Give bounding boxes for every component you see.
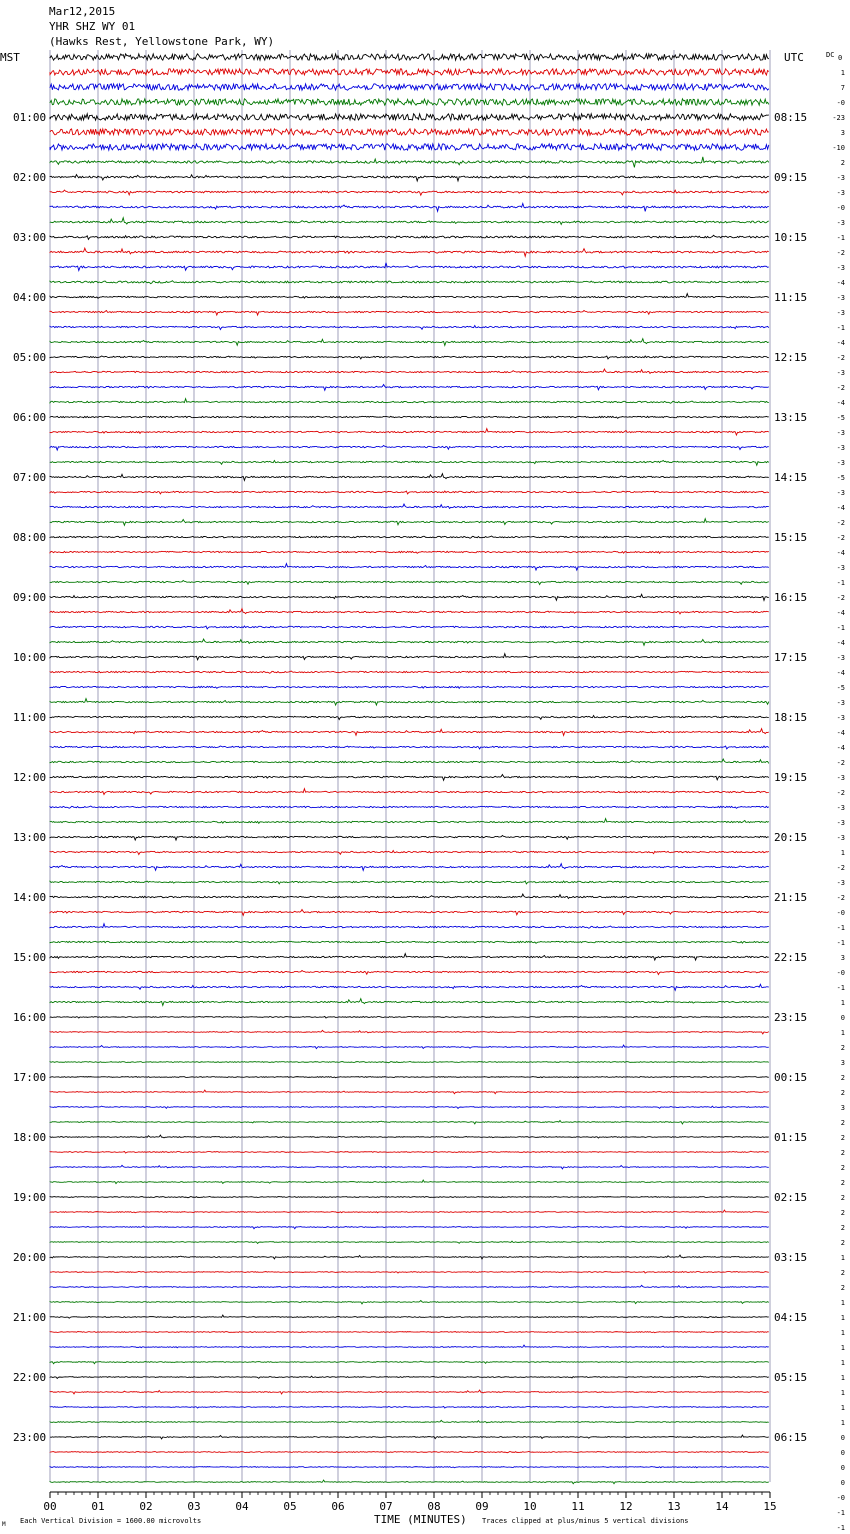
x-tick-label: 05 [283,1500,297,1513]
trace-line [50,1045,769,1048]
dc-offset-label: 7 [840,84,845,92]
right-hour-label: 23:15 [774,1011,808,1024]
dc-offset-label: -23 [832,114,845,122]
dc-offset-label: -2 [836,354,845,362]
dc-offset-label: -1 [836,1509,845,1517]
dc-offset-label: 2 [840,1149,845,1157]
dc-offset-label: -1 [836,579,845,587]
left-hour-label: 12:00 [13,771,47,784]
dc-offset-label: -10 [832,144,845,152]
trace-line [50,157,769,168]
left-hour-label: 08:00 [13,531,47,544]
dc-offset-label: 2 [840,1284,845,1292]
dc-offset-label: -1 [836,984,845,992]
dc-offset-label: -4 [836,669,845,677]
trace-line [50,1090,769,1094]
trace-line [50,789,769,795]
left-hour-label: 20:00 [13,1251,47,1264]
dc-offset-label: -2 [836,894,845,902]
left-hour-label: 21:00 [13,1311,47,1324]
trace-line [50,1135,769,1138]
dc-offset-label: -4 [836,549,845,557]
left-hour-label: 13:00 [13,831,47,844]
trace-line [50,114,769,120]
trace-line [50,1077,769,1078]
trace-line [50,1420,769,1423]
left-hour-label: 22:00 [13,1371,47,1384]
trace-line [50,881,769,884]
dc-offset-label: 2 [840,1134,845,1142]
trace-line [50,954,769,960]
header-date: Mar12,2015 [49,5,116,18]
grid [50,50,770,1482]
dc-offset-label: -1 [836,234,845,242]
dc-offset-label: 0 [840,1479,845,1487]
dc-offset-label: 1 [840,1419,845,1427]
trace-line [50,1271,769,1273]
trace-line [50,1120,769,1123]
dc-offset-label: -3 [836,429,845,437]
trace-line [50,909,769,915]
trace-line [50,1376,769,1378]
dc-offset-label: -4 [836,609,845,617]
dc-offset-label: -2 [836,249,845,257]
trace-line [50,999,769,1006]
dc-offset-label: -3 [836,294,845,302]
dc-offset-label: -4 [836,504,845,512]
trace-line [50,806,769,808]
dc-offset-label: 2 [840,159,845,167]
trace-line [50,384,769,390]
x-tick-label: 12 [619,1500,633,1513]
dc-offset-label: -3 [836,804,845,812]
trace-line [50,1435,769,1439]
dc-offset-label: -3 [836,774,845,782]
dc-offset-label: 1 [840,1314,845,1322]
dc-offset-label: -2 [836,534,845,542]
right-axis-title: UTC [784,51,804,64]
dc-offset-label: -3 [836,834,845,842]
dc-offset-label: 1 [840,1374,845,1382]
right-hour-label: 14:15 [774,471,808,484]
dc-offset-label: 1 [840,999,845,1007]
trace-line [50,84,769,90]
trace-line [50,445,769,450]
trace-line [50,235,769,239]
trace-line [50,1315,769,1318]
x-tick-label: 14 [715,1500,729,1513]
trace-line [50,1180,769,1183]
trace-line [50,263,769,271]
trace-line [50,326,769,330]
trace-line [50,310,769,315]
dc-offset-label: -2 [836,789,845,797]
dc-offset-label: -1 [836,624,845,632]
dc-offset-label: -0 [836,969,845,977]
trace-line [50,1210,769,1213]
left-hour-label: 17:00 [13,1071,47,1084]
dc-offset-label: 2 [840,1194,845,1202]
trace-line [50,1030,769,1034]
dc-offset-label: 1 [840,1359,845,1367]
trace-line [50,835,769,840]
trace-line [50,729,769,736]
trace-line [50,716,769,720]
dc-offset-label: 2 [840,1179,845,1187]
trace-line [50,864,769,871]
dc-offset-label: 3 [840,1104,845,1112]
corner-mark: M [2,1521,6,1528]
dc-offset-label: -0 [836,99,845,107]
right-hour-label: 02:15 [774,1191,808,1204]
trace-line [50,1106,769,1108]
trace-line [50,594,769,600]
x-tick-label: 13 [667,1500,681,1513]
dc-offset-label: -3 [836,714,845,722]
dc-offset-label: 3 [840,129,845,137]
dc-offset-label: -2 [836,594,845,602]
trace-line [50,175,769,181]
x-tick-label: 11 [571,1500,585,1513]
right-hour-label: 09:15 [774,171,808,184]
x-tick-label: 08 [427,1500,441,1513]
trace-line [50,699,769,705]
x-tick-label: 15 [763,1500,777,1513]
dc-offset-label: 2 [840,1164,845,1172]
dc-offset-label: 3 [840,954,845,962]
trace-line [50,1196,769,1197]
trace-line [50,1301,769,1304]
right-hour-label: 20:15 [774,831,808,844]
trace-line [50,609,769,614]
trace-line [50,654,769,660]
dc-offset-label: -0 [836,909,845,917]
dc-offset-label: 1 [840,1389,845,1397]
dc-offset-label: 2 [840,1119,845,1127]
trace-line [50,69,769,75]
dc-offset-label: 1 [840,849,845,857]
trace-line [50,639,769,645]
trace-line [50,429,769,435]
dc-offset-label: -3 [836,174,845,182]
left-hour-label: 23:00 [13,1431,47,1444]
right-hour-label: 21:15 [774,891,808,904]
right-hour-label: 19:15 [774,771,808,784]
x-axis-title: TIME (MINUTES) [374,1513,467,1526]
right-hour-label: 05:15 [774,1371,808,1384]
dc-offset-label: 2 [840,1269,845,1277]
trace-line [50,580,769,584]
dc-offset-label: 2 [840,1239,845,1247]
right-hour-label: 13:15 [774,411,808,424]
left-hour-label: 02:00 [13,171,47,184]
right-hour-label: 16:15 [774,591,808,604]
dc-offset-label: -5 [836,684,845,692]
x-tick-label: 07 [379,1500,393,1513]
x-tick-label: 10 [523,1500,537,1513]
dc-offset-label: 2 [840,1089,845,1097]
left-hour-label: 11:00 [13,711,47,724]
dc-offset-label: -4 [836,639,845,647]
trace-line [50,99,769,105]
trace-line [50,671,769,673]
dc-offset-label: -2 [836,864,845,872]
right-hour-label: 10:15 [774,231,808,244]
dc-offset-label: 1 [840,1329,845,1337]
dc-offset-label: -2 [836,519,845,527]
trace-line [50,1016,769,1018]
left-hour-label: 04:00 [13,291,47,304]
trace-line [50,1467,769,1468]
right-hour-label: 00:15 [774,1071,808,1084]
dc-offset-label: 1 [840,1254,845,1262]
dc-offset-label: -0 [836,204,845,212]
x-tick-label: 03 [187,1500,201,1513]
trace-line [50,399,769,404]
trace-line [50,551,769,553]
trace-line [50,474,769,481]
trace-line [50,1406,769,1408]
dc-offset-label: 2 [840,1074,845,1082]
header-location: (Hawks Rest, Yellowstone Park, WY) [49,35,275,48]
dc-offset-label: -3 [836,189,845,197]
right-hour-label: 01:15 [774,1131,808,1144]
dc-offset-label: -3 [836,699,845,707]
dc-offset-label: -5 [836,474,845,482]
trace-line [50,1061,769,1062]
trace-line [50,294,769,299]
dc-offset-label: -3 [836,879,845,887]
trace-line [50,144,769,150]
right-hour-label: 12:15 [774,351,808,364]
trace-line [50,1345,769,1348]
dc-offset-label: 1 [840,1029,845,1037]
left-hour-label: 09:00 [13,591,47,604]
dc-offset-label: -1 [836,1524,845,1532]
left-hour-label: 15:00 [13,951,47,964]
dc-offset-label: -2 [836,759,845,767]
trace-line [50,460,769,465]
trace-line [50,941,769,943]
left-hour-label: 16:00 [13,1011,47,1024]
dc-offset-label: -4 [836,399,845,407]
footer-right-note: Traces clipped at plus/minus 5 vertical divisions [482,1517,689,1525]
trace-line [50,774,769,780]
dc-offset-label: 2 [840,1209,845,1217]
left-hour-label: 03:00 [13,231,47,244]
x-tick-label: 02 [139,1500,153,1513]
dc-offset-label: -1 [836,924,845,932]
dc-offset-label: 2 [840,1224,845,1232]
dc-offset-label: -3 [836,564,845,572]
left-hour-label: 05:00 [13,351,47,364]
trace-line [50,129,769,135]
trace-line [50,536,769,538]
trace-line [50,1151,769,1153]
left-hour-label: 01:00 [13,111,47,124]
left-hour-label: 19:00 [13,1191,47,1204]
x-tick-label: 06 [331,1500,345,1513]
dc-offset-label: -3 [836,264,845,272]
right-hour-label: 03:15 [774,1251,808,1264]
x-tick-label: 04 [235,1500,249,1513]
dc-offset-label: -3 [836,819,845,827]
trace-line [50,626,769,629]
trace-line [50,356,769,359]
trace-line [50,1241,769,1243]
trace-line [50,759,769,763]
trace-line [50,1285,769,1288]
trace-line [50,281,769,284]
dc-offset-label: 0 [840,1464,845,1472]
trace-line [50,54,769,60]
trace-line [50,519,769,526]
dc-offset-label: -0 [836,1494,845,1502]
trace-line [50,1451,769,1452]
right-hour-label: 08:15 [774,111,808,124]
trace-group [50,54,769,1484]
trace-line [50,1390,769,1394]
dc-label: DC [826,51,835,59]
left-hour-label: 18:00 [13,1131,47,1144]
dc-offset-label: -3 [836,309,845,317]
left-hour-label: 14:00 [13,891,47,904]
dc-offset-label: 0 [840,1434,845,1442]
trace-line [50,1332,769,1333]
trace-line [50,564,769,570]
dc-offset-label: 3 [840,1059,845,1067]
right-hour-label: 15:15 [774,531,808,544]
dc-offset-label: 2 [840,1044,845,1052]
left-hour-label: 07:00 [13,471,47,484]
dc-offset-label: -3 [836,459,845,467]
trace-line [50,746,769,749]
left-axis-title: MST [0,51,20,64]
right-hour-label: 17:15 [774,651,808,664]
left-hour-label: 06:00 [13,411,47,424]
label-group [13,69,845,1534]
dc-offset-label: 1 [840,1404,845,1412]
dc-offset-label: -3 [836,654,845,662]
dc-offset-label: 1 [840,1344,845,1352]
dc-offset-label: -4 [836,744,845,752]
dc-offset-label: -3 [836,489,845,497]
trace-line [50,1255,769,1259]
trace-line [50,819,769,824]
trace-line [50,204,769,212]
dc-offset-label: -4 [836,279,845,287]
dc-offset-label: 1 [840,1299,845,1307]
trace-line [50,1226,769,1229]
trace-line [50,894,769,898]
dc-offset-label: -1 [836,939,845,947]
dc-offset-label: 0 [840,1449,845,1457]
trace-line [50,686,769,688]
trace-line [50,984,769,990]
trace-line [50,504,769,508]
right-hour-label: 11:15 [774,291,808,304]
dc-offset-label: 0 [840,1014,845,1022]
trace-line [50,491,769,494]
dc-offset-label: -5 [836,414,845,422]
right-hour-label: 04:15 [774,1311,808,1324]
right-hour-label: 22:15 [774,951,808,964]
trace-line [50,190,769,195]
trace-line [50,970,769,974]
trace-line [50,1361,769,1364]
dc-offset-label: -4 [836,339,845,347]
trace-line [50,1165,769,1169]
dc-offset-label: -3 [836,219,845,227]
x-tick-label: 09 [475,1500,489,1513]
x-tick-label: 00 [43,1500,57,1513]
right-hour-label: 18:15 [774,711,808,724]
footer-left-note: Each Vertical Division = 1600.00 microvolts [20,1517,202,1525]
dc-offset-label: -3 [836,444,845,452]
dc-offset-label: -4 [836,729,845,737]
trace-line [50,416,769,418]
dc-offset-label: -1 [836,324,845,332]
dc-offset-label: -3 [836,369,845,377]
trace-line [50,851,769,855]
trace-line [50,369,769,373]
dc-offset-label: 1 [840,69,845,77]
left-hour-label: 10:00 [13,651,47,664]
trace-line [50,218,769,225]
trace-line [50,248,769,256]
dc-offset-label: -2 [836,384,845,392]
dc-top-value: 0 [838,54,843,62]
right-hour-label: 06:15 [774,1431,808,1444]
trace-line [50,924,769,929]
header-station: YHR SHZ WY 01 [49,20,136,33]
trace-line [50,339,769,346]
x-tick-label: 01 [91,1500,105,1513]
trace-line [50,1480,769,1484]
